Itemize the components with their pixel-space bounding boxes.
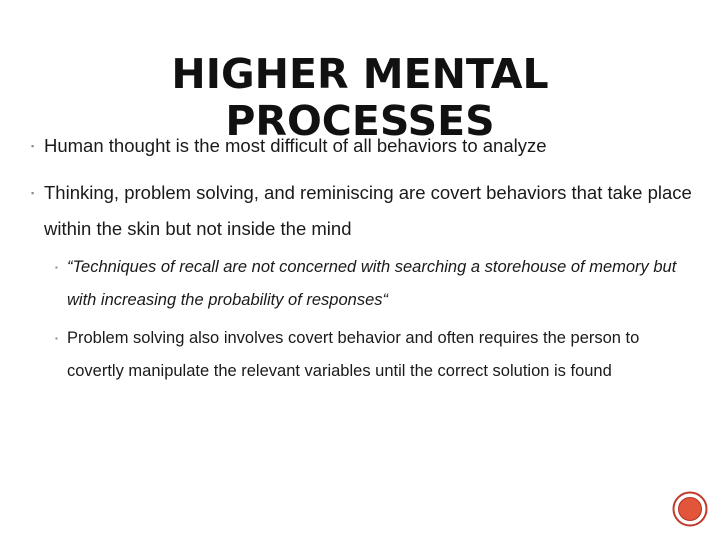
bullet-marker-icon: ▪ — [31, 188, 35, 198]
bullet-item — [31, 128, 704, 164]
sub-bullet-item — [55, 322, 697, 388]
slide-title-line-2: PROCESSES — [225, 97, 495, 146]
bullet-marker-icon: ▪ — [55, 334, 58, 343]
sub-bullet-item — [55, 251, 697, 317]
bullet-item — [31, 175, 704, 247]
bullet-marker-icon: ▪ — [55, 263, 58, 272]
bullet-text: Human thought is the most difficult of all behaviors to analyze — [44, 135, 547, 156]
sub-bullet-text: Problem solving also involves covert behavior and often requires the person to covertly manipulate the relevant variables until the correct solution is found — [67, 329, 640, 380]
slide-title-line-1: HIGHER MENTAL — [171, 50, 549, 99]
bullet-text: Thinking, problem solving, and reminiscing are covert behaviors that take place within the skin but not inside the mind — [44, 182, 692, 239]
bullet-marker-icon: ▪ — [31, 141, 35, 151]
sub-bullet-quote-text: “Techniques of recall are not concerned with searching a storehouse of memory but with increasing the probability of responses“ — [67, 258, 677, 309]
red-circle-logo-icon — [672, 491, 708, 527]
